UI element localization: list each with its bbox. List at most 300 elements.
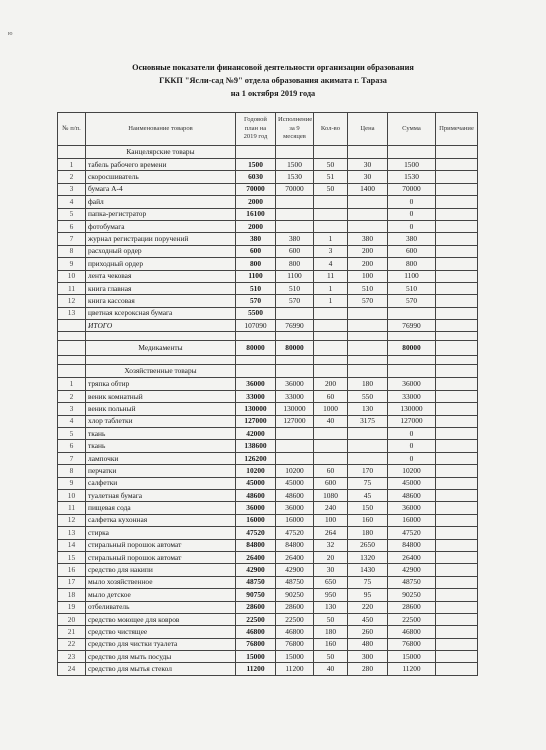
item-name: книга кассовая: [86, 295, 236, 307]
sum-value: 127000: [388, 415, 436, 427]
empty-cell: [236, 146, 276, 159]
empty-cell: [436, 365, 478, 378]
doc-subtitle: ГККП "Ясли-сад №9" отдела образования акимата г. Тараза: [159, 76, 387, 85]
row-number: 10: [58, 270, 86, 282]
empty-cell: [436, 332, 478, 341]
row-number: 12: [58, 295, 86, 307]
plan-value: 2000: [236, 196, 276, 208]
qty-value: 11: [314, 270, 348, 282]
price-value: [348, 440, 388, 452]
exec-value: [276, 196, 314, 208]
plan-value: 1100: [236, 270, 276, 282]
price-value: [348, 220, 388, 232]
exec-value: 47520: [276, 527, 314, 539]
item-name: средство чистящее: [86, 626, 236, 638]
col-header: Сумма: [388, 113, 436, 146]
plan-value: 600: [236, 245, 276, 257]
exec-value: 570: [276, 295, 314, 307]
plan-value: 1500: [236, 159, 276, 171]
qty-value: 240: [314, 502, 348, 514]
table-row: [58, 307, 478, 319]
qty-value: 1: [314, 295, 348, 307]
item-name: фотобумага: [86, 220, 236, 232]
price-value: 1430: [348, 564, 388, 576]
plan-value: 47520: [236, 527, 276, 539]
item-name: табель рабочего времени: [86, 159, 236, 171]
empty-cell: [436, 146, 478, 159]
total-plan: 107090: [236, 320, 276, 332]
plan-value: 22500: [236, 613, 276, 625]
table-row: [58, 638, 478, 650]
table-row: [58, 208, 478, 220]
row-number: 2: [58, 171, 86, 183]
plan-value: 570: [236, 295, 276, 307]
note-cell: [436, 282, 478, 294]
table-row: [58, 527, 478, 539]
note-cell: [436, 390, 478, 402]
col-header: Наименование товаров: [86, 113, 236, 146]
plan-value: 380: [236, 233, 276, 245]
corner-mark: ю: [8, 31, 13, 37]
plan-value: 26400: [236, 551, 276, 563]
qty-value: 264: [314, 527, 348, 539]
col-header: Примечание: [436, 113, 478, 146]
item-name: веник комнатный: [86, 390, 236, 402]
exec-value: 48600: [276, 489, 314, 501]
item-name: тряпка обтир: [86, 378, 236, 390]
note-cell: [436, 626, 478, 638]
qty-value: 650: [314, 576, 348, 588]
qty-value: 1080: [314, 489, 348, 501]
sum-value: 22500: [388, 613, 436, 625]
note-cell: [436, 551, 478, 563]
exec-value: 33000: [276, 390, 314, 402]
qty-value: 1000: [314, 403, 348, 415]
note-cell: [436, 651, 478, 663]
empty-row: [58, 356, 478, 365]
medicines-sum: 80000: [388, 341, 436, 356]
plan-value: 126200: [236, 452, 276, 464]
row-number: 6: [58, 220, 86, 232]
item-name: ткань: [86, 428, 236, 440]
plan-value: 84800: [236, 539, 276, 551]
qty-value: 60: [314, 390, 348, 402]
empty-cell: [276, 365, 314, 378]
table-row: [58, 489, 478, 501]
exec-value: 48750: [276, 576, 314, 588]
sum-value: 26400: [388, 551, 436, 563]
plan-value: 127000: [236, 415, 276, 427]
note-cell: [436, 295, 478, 307]
medicines-label: Медикаменты: [86, 341, 236, 356]
price-value: 170: [348, 465, 388, 477]
row-number: 22: [58, 638, 86, 650]
item-name: файл: [86, 196, 236, 208]
qty-value: 50: [314, 613, 348, 625]
price-value: 30: [348, 159, 388, 171]
table-row: [58, 452, 478, 464]
note-cell: [436, 613, 478, 625]
plan-value: 800: [236, 258, 276, 270]
table-row: [58, 651, 478, 663]
qty-value: 60: [314, 465, 348, 477]
plan-value: 28600: [236, 601, 276, 613]
price-value: 1320: [348, 551, 388, 563]
row-number: 15: [58, 551, 86, 563]
empty-cell: [58, 365, 86, 378]
row-number: 8: [58, 245, 86, 257]
empty-cell: [276, 146, 314, 159]
item-name: скоросшиватель: [86, 171, 236, 183]
item-name: средство моющее для ковров: [86, 613, 236, 625]
empty-cell: [388, 146, 436, 159]
exec-value: 1530: [276, 171, 314, 183]
price-value: 280: [348, 663, 388, 675]
sum-value: 1100: [388, 270, 436, 282]
qty-value: 180: [314, 626, 348, 638]
col-header: № п/п.: [58, 113, 86, 146]
empty-cell: [388, 332, 436, 341]
plan-value: 46800: [236, 626, 276, 638]
plan-value: 130000: [236, 403, 276, 415]
sum-value: 48750: [388, 576, 436, 588]
row-number: 10: [58, 489, 86, 501]
exec-value: 10200: [276, 465, 314, 477]
sum-value: 47520: [388, 527, 436, 539]
price-value: 510: [348, 282, 388, 294]
price-value: 450: [348, 613, 388, 625]
table-row: [58, 514, 478, 526]
note-cell: [436, 564, 478, 576]
empty-cell: [58, 356, 86, 365]
table-row: [58, 245, 478, 257]
sum-value: 0: [388, 208, 436, 220]
note-cell: [436, 428, 478, 440]
note-cell: [436, 452, 478, 464]
col-header: Годовой план на 2019 год: [236, 113, 276, 146]
note-cell: [436, 663, 478, 675]
empty-cell: [436, 320, 478, 332]
item-name: цветная ксероксная бумага: [86, 307, 236, 319]
plan-value: 70000: [236, 183, 276, 195]
plan-value: 16100: [236, 208, 276, 220]
exec-value: 36000: [276, 378, 314, 390]
item-name: журнал регистрации поручений: [86, 233, 236, 245]
price-value: 570: [348, 295, 388, 307]
item-name: средство для мытья стекол: [86, 663, 236, 675]
price-value: 480: [348, 638, 388, 650]
note-cell: [436, 245, 478, 257]
empty-cell: [348, 365, 388, 378]
qty-value: 3: [314, 245, 348, 257]
col-header: Цена: [348, 113, 388, 146]
exec-value: 46800: [276, 626, 314, 638]
empty-cell: [236, 356, 276, 365]
table-row: [58, 159, 478, 171]
plan-value: 33000: [236, 390, 276, 402]
empty-cell: [388, 365, 436, 378]
row-number: 3: [58, 183, 86, 195]
sum-value: 28600: [388, 601, 436, 613]
note-cell: [436, 514, 478, 526]
note-cell: [436, 576, 478, 588]
exec-value: 510: [276, 282, 314, 294]
empty-row: [58, 332, 478, 341]
plan-value: 36000: [236, 378, 276, 390]
qty-value: 1: [314, 233, 348, 245]
item-name: бумага А-4: [86, 183, 236, 195]
item-name: хлор таблетки: [86, 415, 236, 427]
empty-cell: [436, 356, 478, 365]
item-name: стиральный порошок автомат: [86, 551, 236, 563]
sum-value: 380: [388, 233, 436, 245]
table-row: [58, 258, 478, 270]
note-cell: [436, 220, 478, 232]
empty-cell: [314, 320, 348, 332]
plan-value: 45000: [236, 477, 276, 489]
table-row: [58, 589, 478, 601]
row-number: 21: [58, 626, 86, 638]
price-value: 220: [348, 601, 388, 613]
table-row: [58, 601, 478, 613]
exec-value: 800: [276, 258, 314, 270]
qty-value: 50: [314, 183, 348, 195]
plan-value: 6030: [236, 171, 276, 183]
row-number: 6: [58, 440, 86, 452]
note-cell: [436, 403, 478, 415]
row-number: 9: [58, 258, 86, 270]
medicines-exec: 80000: [276, 341, 314, 356]
sum-value: 0: [388, 196, 436, 208]
note-cell: [436, 477, 478, 489]
table-row: [58, 220, 478, 232]
plan-value: 42900: [236, 564, 276, 576]
item-name: книга главная: [86, 282, 236, 294]
sum-value: 84800: [388, 539, 436, 551]
price-value: 130: [348, 403, 388, 415]
qty-value: [314, 428, 348, 440]
table-row: [58, 295, 478, 307]
price-value: 380: [348, 233, 388, 245]
price-value: 100: [348, 270, 388, 282]
row-number: 8: [58, 465, 86, 477]
sum-value: 36000: [388, 378, 436, 390]
price-value: 2650: [348, 539, 388, 551]
price-value: 150: [348, 502, 388, 514]
table-row: [58, 270, 478, 282]
price-value: 300: [348, 651, 388, 663]
sum-value: 510: [388, 282, 436, 294]
item-name: пищевая сода: [86, 502, 236, 514]
total-sum: 76990: [388, 320, 436, 332]
table-row: [58, 626, 478, 638]
item-name: стиральный порошок автомат: [86, 539, 236, 551]
row-number: 7: [58, 233, 86, 245]
note-cell: [436, 378, 478, 390]
empty-cell: [276, 356, 314, 365]
item-name: средство для чистки туалета: [86, 638, 236, 650]
item-name: мыло хозяйственное: [86, 576, 236, 588]
item-name: приходный ордер: [86, 258, 236, 270]
exec-value: 28600: [276, 601, 314, 613]
table-header: [58, 113, 478, 146]
price-value: 30: [348, 171, 388, 183]
doc-title: Основные показатели финансовой деятельности организации образования: [132, 63, 414, 72]
sum-value: 130000: [388, 403, 436, 415]
note-cell: [436, 638, 478, 650]
row-number: 23: [58, 651, 86, 663]
sum-value: 70000: [388, 183, 436, 195]
empty-cell: [314, 365, 348, 378]
empty-cell: [348, 146, 388, 159]
note-cell: [436, 539, 478, 551]
row-number: 19: [58, 601, 86, 613]
row-number: 13: [58, 527, 86, 539]
qty-value: 200: [314, 378, 348, 390]
qty-value: [314, 440, 348, 452]
row-number: 9: [58, 477, 86, 489]
total-label: ИТОГО: [86, 320, 236, 332]
table-row: [58, 440, 478, 452]
price-value: 200: [348, 258, 388, 270]
sum-value: 1530: [388, 171, 436, 183]
row-number: 24: [58, 663, 86, 675]
item-name: салфетки: [86, 477, 236, 489]
row-number: 12: [58, 514, 86, 526]
section-title: Канцелярские товары: [86, 146, 236, 159]
table-row: [58, 196, 478, 208]
exec-value: 130000: [276, 403, 314, 415]
section-title: Хозяйственные товары: [86, 365, 236, 378]
qty-value: 20: [314, 551, 348, 563]
table-row: [58, 171, 478, 183]
item-name: перчатки: [86, 465, 236, 477]
table-row: [58, 663, 478, 675]
row-number: 1: [58, 378, 86, 390]
plan-value: 16000: [236, 514, 276, 526]
exec-value: 42900: [276, 564, 314, 576]
sum-value: 800: [388, 258, 436, 270]
note-cell: [436, 208, 478, 220]
exec-value: 90250: [276, 589, 314, 601]
exec-value: 600: [276, 245, 314, 257]
sum-value: 1500: [388, 159, 436, 171]
qty-value: [314, 196, 348, 208]
empty-cell: [86, 356, 236, 365]
sum-value: [388, 307, 436, 319]
price-value: 260: [348, 626, 388, 638]
qty-value: [314, 307, 348, 319]
exec-value: [276, 220, 314, 232]
sum-value: 0: [388, 220, 436, 232]
row-number: 5: [58, 208, 86, 220]
empty-cell: [388, 356, 436, 365]
medicines-row: [58, 341, 478, 356]
table-row: [58, 282, 478, 294]
price-value: 200: [348, 245, 388, 257]
price-value: [348, 428, 388, 440]
exec-value: [276, 428, 314, 440]
item-name: средство для мыть посуды: [86, 651, 236, 663]
medicines-plan: 80000: [236, 341, 276, 356]
table-row: [58, 502, 478, 514]
qty-value: 160: [314, 638, 348, 650]
qty-value: 100: [314, 514, 348, 526]
plan-value: 76800: [236, 638, 276, 650]
qty-value: 40: [314, 663, 348, 675]
exec-value: 1100: [276, 270, 314, 282]
row-number: 3: [58, 403, 86, 415]
table-row: [58, 428, 478, 440]
col-header: Исполнение за 9 месяцев: [276, 113, 314, 146]
price-value: 550: [348, 390, 388, 402]
price-value: 3175: [348, 415, 388, 427]
item-name: салфетка кухонная: [86, 514, 236, 526]
row-number: 7: [58, 452, 86, 464]
empty-cell: [348, 332, 388, 341]
note-cell: [436, 171, 478, 183]
col-header: Кол-во: [314, 113, 348, 146]
row-number: 14: [58, 539, 86, 551]
note-cell: [436, 307, 478, 319]
empty-cell: [58, 320, 86, 332]
exec-value: 26400: [276, 551, 314, 563]
empty-cell: [58, 332, 86, 341]
note-cell: [436, 589, 478, 601]
sum-value: 48600: [388, 489, 436, 501]
exec-value: 380: [276, 233, 314, 245]
empty-cell: [236, 332, 276, 341]
empty-cell: [314, 332, 348, 341]
price-value: [348, 307, 388, 319]
row-number: 18: [58, 589, 86, 601]
note-cell: [436, 196, 478, 208]
table-row: [58, 613, 478, 625]
row-number: 4: [58, 415, 86, 427]
sum-value: 46800: [388, 626, 436, 638]
plan-value: 90750: [236, 589, 276, 601]
qty-value: 30: [314, 564, 348, 576]
row-number: 17: [58, 576, 86, 588]
item-name: лента чековая: [86, 270, 236, 282]
exec-value: 1500: [276, 159, 314, 171]
qty-value: 50: [314, 159, 348, 171]
exec-value: [276, 307, 314, 319]
row-number: 2: [58, 390, 86, 402]
qty-value: [314, 452, 348, 464]
sum-value: 570: [388, 295, 436, 307]
price-value: [348, 208, 388, 220]
qty-value: 1: [314, 282, 348, 294]
plan-value: 36000: [236, 502, 276, 514]
item-name: отбеливатель: [86, 601, 236, 613]
exec-value: 70000: [276, 183, 314, 195]
note-cell: [436, 489, 478, 501]
qty-value: [314, 208, 348, 220]
empty-cell: [86, 332, 236, 341]
plan-value: 42000: [236, 428, 276, 440]
exec-value: [276, 208, 314, 220]
sum-value: 36000: [388, 502, 436, 514]
empty-cell: [436, 341, 478, 356]
table-row: [58, 390, 478, 402]
item-name: веник польный: [86, 403, 236, 415]
row-number: 16: [58, 564, 86, 576]
empty-cell: [58, 341, 86, 356]
row-number: 11: [58, 282, 86, 294]
total-exec: 76990: [276, 320, 314, 332]
note-cell: [436, 601, 478, 613]
